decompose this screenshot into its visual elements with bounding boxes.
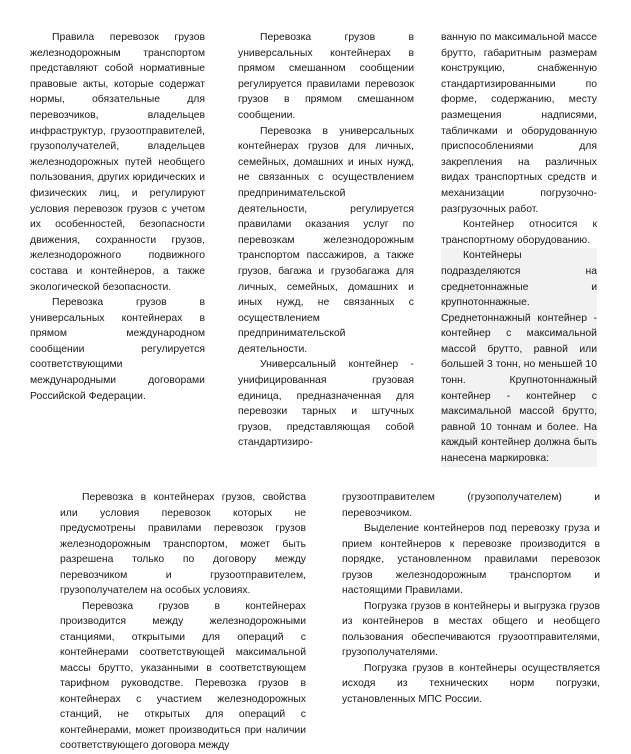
- paragraph: Контейнер относится к транспортному оборудованию.: [441, 219, 597, 246]
- text-column-4: [60, 490, 306, 754]
- paragraph: грузоотправителем (грузополучателем) и перевозчиком.: [342, 492, 600, 519]
- text-column-1: [30, 30, 205, 404]
- paragraph: Погрузка грузов в контейнеры и выгрузка грузов из контейнеров в местах общего и необщего пользования обеспечиваются грузоотправителями, грузополучателями.: [342, 600, 600, 658]
- paragraph: Правила перевозок грузов железнодорожным транспортом представляют собой нормативные правовые акты, которые содержат нормы, обязательные для перевозчиков, владельцев инфраструктур, грузоотправителей, грузополучателей, владельцев железнодорожных путей необщего пользования, других юридических и физических лиц, и регулируют условия перевозок грузов с учетом их особенностей, безопасности движения, сохранности грузов, железнодорожного подвижного состава и контейнеров, а также экологической безопасности.: [30, 32, 205, 293]
- paragraph: Перевозка грузов в универсальных контейнерах в прямом смешанном сообщении регулируется правилами перевозок грузов в прямом смешанном сообщении.: [238, 32, 414, 121]
- paragraph: ванную по максимальной массе брутто, габаритным размерам конструкцию, снабженную стандартизированными по форме, содержанию, месту размещения надписями, табличками и оборудованную приспособлениями для закрепления на различных видах транспортных средств и механизации погрузочно-разгрузочных работ.: [441, 32, 597, 215]
- paragraph: Перевозка грузов в универсальных контейнерах в прямом международном сообщении регулируется соответствующими международными договорами Российской Федерации.: [30, 297, 205, 402]
- text-column-3: [441, 30, 597, 467]
- paragraph: Выделение контейнеров под перевозку груза и прием контейнеров к перевозке производится в порядке, установленном правилами перевозок грузов железнодорожным транспортом и настоящими Правилами.: [342, 523, 600, 596]
- paragraph: Погрузка грузов в контейнеры осуществляется исходя из технических норм погрузки, установленных МПС России.: [342, 662, 600, 705]
- paragraph: Перевозка грузов в контейнерах производится между железнодорожными станциями, открытыми для операций с контейнерами соответствующей максимальной массы брутто, указанными в соответствующем тарифном руководстве. Перевозка грузов в контейнерах с участием железнодорожных станций, не открытых для операций с контейнерами, может производиться при наличии соответствующего договора между: [60, 600, 306, 751]
- paragraph: Перевозка в универсальных контейнерах грузов для личных, семейных, домашних и иных нужд, не связанных с осуществлением предпринимательской деятельности, регулируется правилами оказания услуг по перевозкам железнодорожным транспортом пассажиров, а также грузов, багажа и грузобагажа для личных, семейных, домашних и иных нужд, не связанных с осуществлением предпринимательской деятельности.: [238, 125, 414, 355]
- paragraph: Контейнеры подразделяются на среднетоннажные и крупнотоннажные. Среднетоннажный контейнер - контейнер с максимальной массой брутто, равной или большей 3 тонн, но меньшей 10 тонн. Крупнотоннажный контейнер - контейнер с максимальной массой брутто, равной 10 тоннам и более. На каждый контейнер должна быть нанесена маркировка:: [441, 248, 597, 466]
- text-column-2: [238, 30, 414, 451]
- text-column-5: [342, 490, 600, 707]
- paragraph: Универсальный контейнер - унифицированная грузовая единица, предназначенная для перевозки тарных и штучных грузов, представляющая собой стандартизиро-: [238, 359, 414, 449]
- paragraph: Перевозка в контейнерах грузов, свойства или условия перевозок которых не предусмотрены правилами перевозок грузов железнодорожным транспортом, может быть разрешена только по договору между перевозчиком и грузоотправителем, грузополучателем на особых условиях.: [60, 492, 306, 596]
